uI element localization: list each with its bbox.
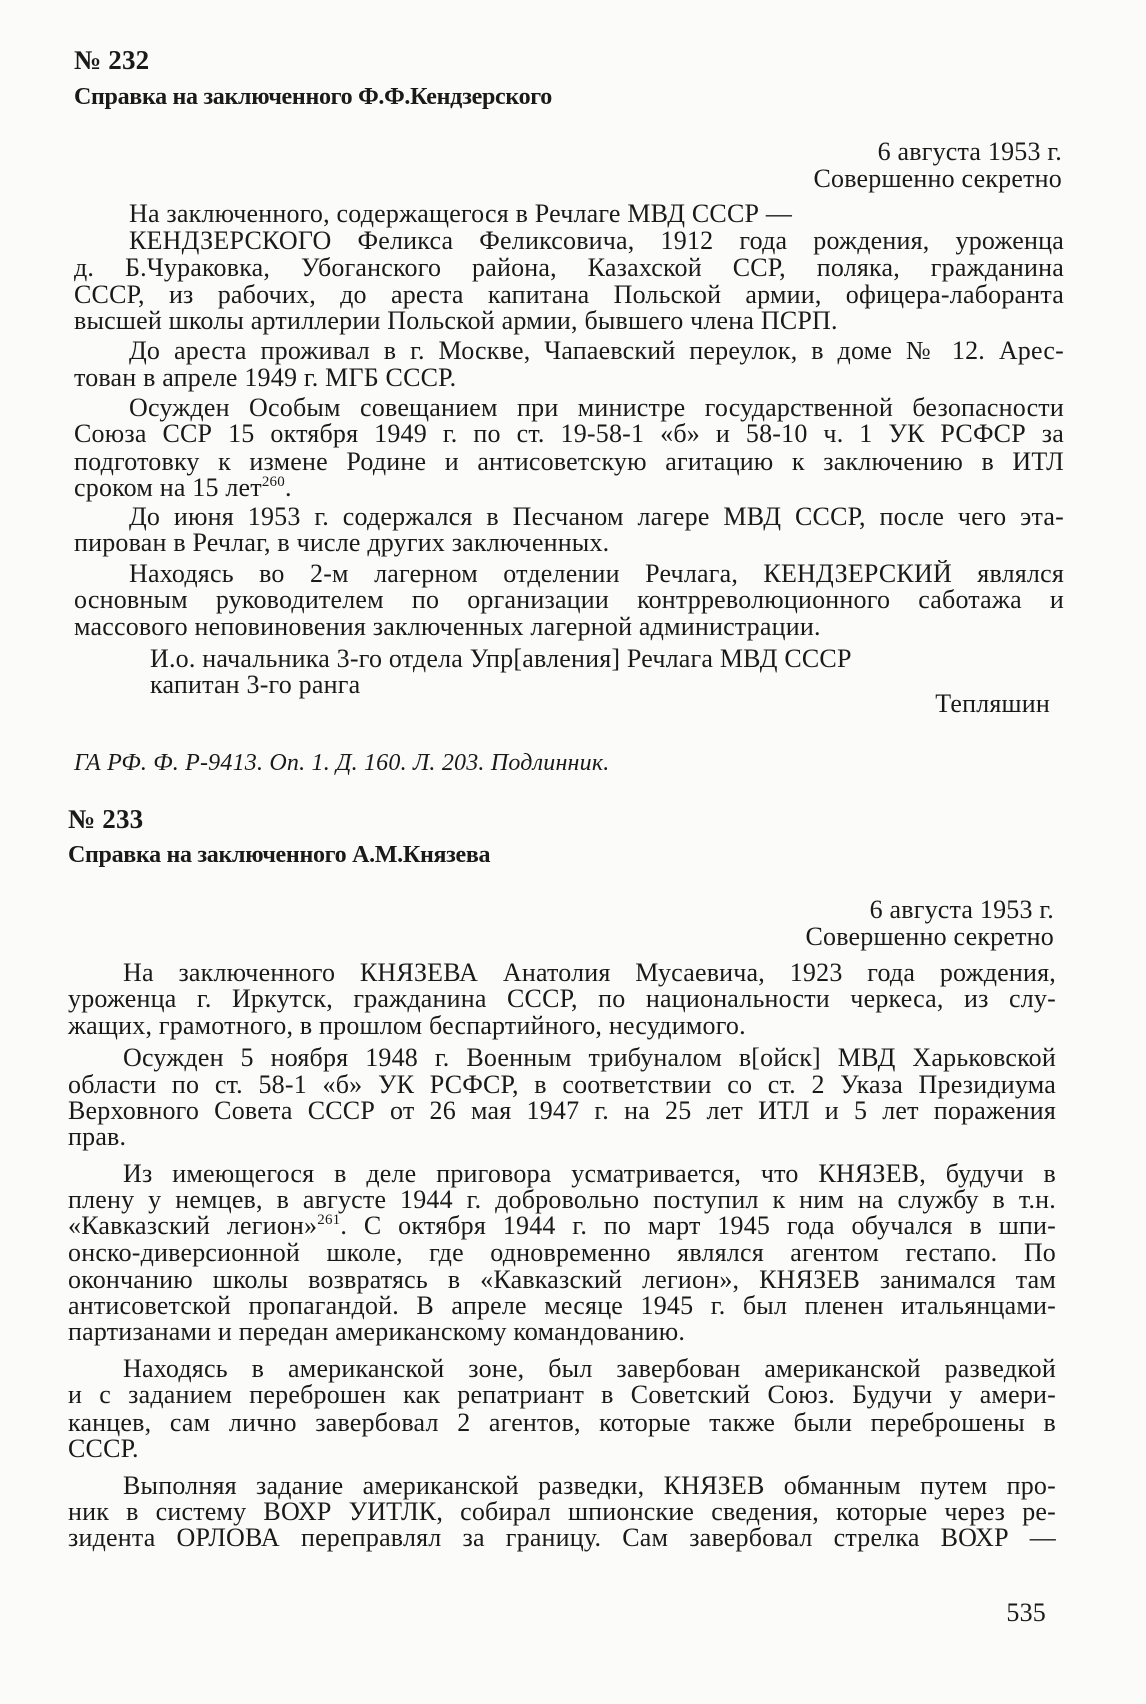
document-date: 6 августа 1953 г. [869, 894, 1054, 924]
paragraph-line: ник в систему ВОХР УИТЛК, собирал шпионские сведения, которые через ре- [68, 1498, 1056, 1527]
paragraph-line: прав. [68, 1121, 127, 1151]
paragraph-line: Верховного Совета СССР от 26 мая 1947 г. на 25 лет ИТЛ и 5 лет поражения [68, 1096, 1056, 1125]
paragraph-line: жащих, грамотного, в прошлом беспартийного, несудимого. [68, 1010, 746, 1040]
paragraph-line: д. Б.Чураковка, Убоганского района, Казахской ССР, поляка, гражданина [74, 254, 1064, 283]
paragraph-line: тован в апреле 1949 г. МГБ СССР. [74, 362, 457, 392]
signatory-name: Тепляшин [935, 688, 1050, 718]
paragraph-line: Из имеющегося в деле приговора усматривается, что КНЯЗЕВ, будучи в [123, 1160, 1056, 1188]
archive-source: ГА РФ. Ф. Р-9413. Оп. 1. Д. 160. Л. 203. Подлинник. [74, 749, 610, 776]
paragraph-line: антисоветской пропагандой. В апреле месяце 1945 г. был пленен итальянцами- [68, 1292, 1056, 1321]
paragraph-line: Союза ССР 15 октября 1949 г. по ст. 19-58-1 «б» и 58-10 ч. 1 УК РСФСР за [74, 420, 1064, 449]
signature-line: капитан 3-го ранга [150, 670, 361, 700]
paragraph-line: области по ст. 58-1 «б» УК РСФСР, в соответствии со ст. 2 Указа Президиума [68, 1070, 1056, 1099]
document-number: № 233 [68, 804, 144, 835]
paragraph-line: На заключенного, содержащегося в Речлаге МВД СССР — [129, 198, 793, 228]
paragraph-line: канцев, сам лично завербовал 2 агентов, которые также были переброшены в [68, 1408, 1056, 1437]
paragraph-line: сроком на 15 лет$^{260}$. [74, 472, 292, 502]
paragraph-line: партизанами и передан американскому командованию. [68, 1317, 686, 1347]
footnote-ref: 261 [317, 1212, 341, 1229]
paragraph-line: КЕНДЗЕРСКОГО Феликса Феликсовича, 1912 года рождения, уроженца [129, 227, 1064, 256]
paragraph-line: плену у немцев, в августе 1944 г. добровольно поступил к ним на службу в т.н. [68, 1186, 1056, 1215]
paragraph-line: До ареста проживал в г. Москве, Чапаевский переулок, в доме № 12. Арес- [129, 337, 1064, 366]
paragraph-line: окончанию школы возвратясь в «Кавказский легион», КНЯЗЕВ занимался там [68, 1265, 1056, 1294]
classification-label: Совершенно секретно [813, 164, 1062, 193]
document-number: № 232 [74, 45, 150, 76]
paragraph-line: Осужден Особым совещанием при министре государственной безопасности [129, 394, 1064, 423]
paragraph-line: «Кавказский легион»$^{261}$. С октября 1944 г. по март 1945 года обучался в шпи- [68, 1212, 1056, 1241]
document-title: Справка на заключенного А.М.Князева [68, 842, 491, 869]
paragraph-line: зидента ОРЛОВА переправлял за границу. Сам завербовал стрелка ВОХР — [68, 1524, 1056, 1553]
paragraph-line: Находясь во 2-м лагерном отделении Речлага, КЕНДЗЕРСКИЙ являлся [129, 559, 1064, 588]
paragraph-line: основным руководителем по организации контрреволюционного саботажа и [74, 586, 1064, 615]
footnote-ref: 260 [261, 473, 285, 490]
paragraph-line: Находясь в американской зоне, был завербован американской разведкой [123, 1355, 1056, 1384]
paragraph-line: пирован в Речлаг, в числе других заключенных. [74, 528, 610, 558]
document-date: 6 августа 1953 г. [877, 136, 1062, 166]
paragraph-line: Выполняя задание американской разведки, КНЯЗЕВ обманным путем про- [123, 1472, 1056, 1501]
paragraph-line: подготовку к измене Родине и антисоветскую агитацию к заключению в ИТЛ [74, 447, 1064, 476]
paragraph-line: высшей школы артиллерии Польской армии, бывшего члена ПСРП. [74, 305, 838, 335]
paragraph-line: Осужден 5 ноября 1948 г. Военным трибуналом в[ойск] МВД Харьковской [123, 1044, 1056, 1073]
page-number: 535 [1006, 1597, 1046, 1627]
paragraph-line: и с заданием переброшен как репатриант в Советский Союз. Будучи у амери- [68, 1381, 1056, 1410]
paragraph-line: СССР. [68, 1433, 139, 1463]
paragraph-line: На заключенного КНЯЗЕВА Анатолия Мусаевича, 1923 года рождения, [123, 959, 1056, 988]
paragraph-line: уроженца г. Иркутск, гражданина СССР, по национальности черкеса, из слу- [68, 985, 1056, 1014]
paragraph-line: До июня 1953 г. содержался в Песчаном лагере МВД СССР, после чего эта- [129, 503, 1064, 532]
signature-line: И.о. начальника 3-го отдела Упр[авления] Речлага МВД СССР [150, 644, 852, 674]
classification-label: Совершенно секретно [805, 922, 1054, 952]
document-title: Справка на заключенного Ф.Ф.Кендзерского [74, 84, 553, 111]
paragraph-line: онско-диверсионной школе, где одновременно являлся агентом гестапо. По [68, 1238, 1056, 1267]
paragraph-line: массового неповиновения заключенных лагерной администрации. [74, 612, 821, 642]
paragraph-line: СССР, из рабочих, до ареста капитана Польской армии, офицера-лаборанта [74, 280, 1064, 309]
